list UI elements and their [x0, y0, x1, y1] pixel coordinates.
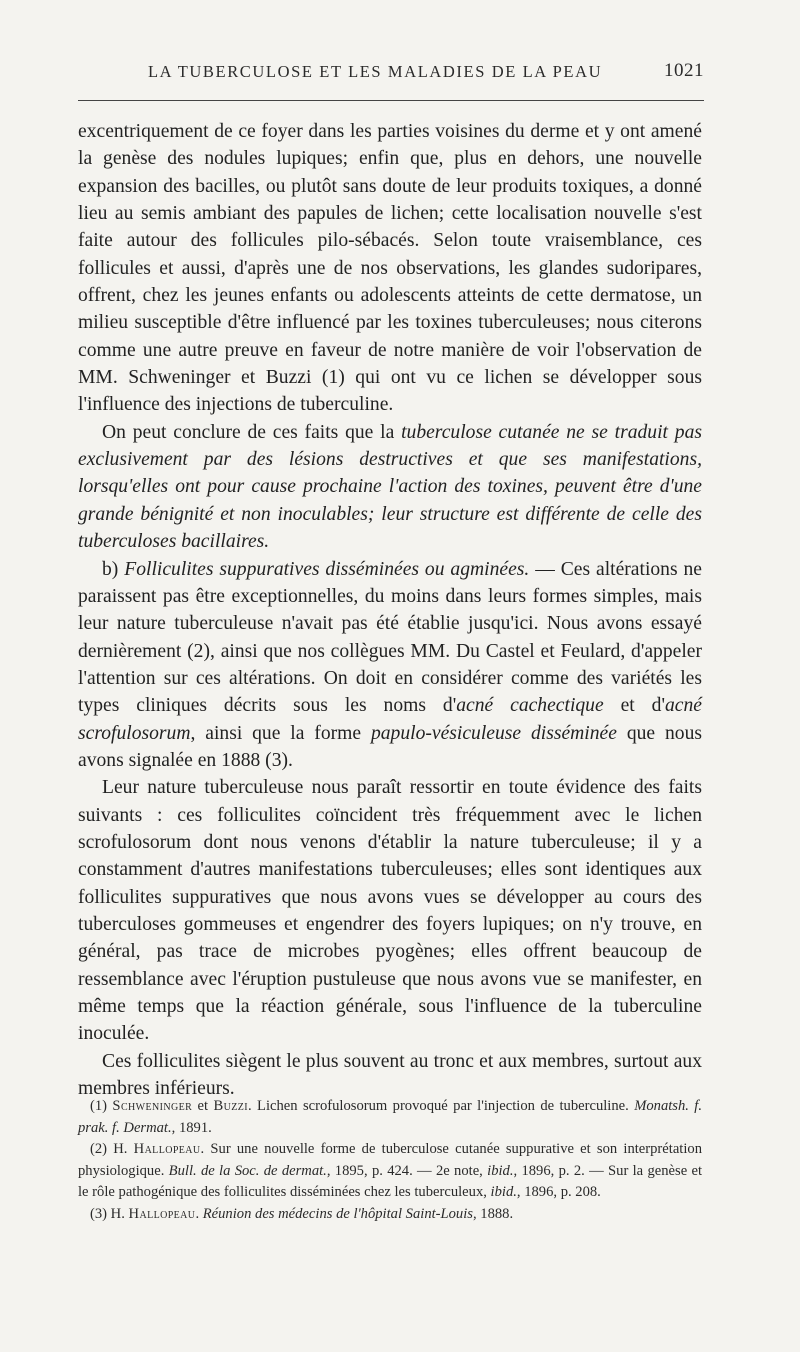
citation-title: Bull. de la Soc. de dermat. — [168, 1162, 327, 1179]
text-run: Ces folliculites siègent le plus souvent au tronc et aux membres, surtout aux membres inférieurs. — [78, 1050, 702, 1100]
text-run: — Ces altérations ne paraissent pas être exceptionnelles, du moins dans leurs formes simples, mais leur nature tuberculeuse n'avait pas été établie jusqu'ici. Nous avons essayé dernièrement (2), ainsi que nos collègues MM. Du Castel et Feulard, d'appeler l'attention sur ces altérations. On doit en considérer comme des variétés les types cliniques décrits sous les noms d' — [78, 558, 702, 717]
page-header — [78, 60, 704, 90]
body-paragraph — [78, 774, 702, 1047]
italic-text: acné cachectique — [456, 695, 604, 717]
italic-text: Folliculites suppuratives disséminées ou agminées. — [124, 558, 530, 580]
text-run: . Lichen scrofulosorum provoqué par l'injection de tuberculine. — [248, 1098, 635, 1114]
text-run: excentriquement de ce foyer dans les parties voisines du derme et y ont amené la genèse des nodules lupiques; enfin que, plus en dehors, une nouvelle expansion des bacilles, ou plutôt sans doute de leur produits toxiques, a donné lieu au semis ambiant des papules de lichen; cette localisation nouvelle s'est faite autour des follicules pilo-sébacés. Selon toute vraisemblance, ces follicules et aussi, d'après une de nos observations, les glandes sudoripares, offrent, chez les jeunes enfants ou adolescents atteints de cette dermatose, un milieu susceptible d'être influencé par les toxines tuberculeuses; nous citerons comme une autre preuve en faveur de notre manière de voir l'observation de MM. Schweninger et Buzzi (1) qui ont vu ce lichen se développer sous l'influence des injections de tuberculine. — [78, 121, 702, 416]
author-name: Schweninger — [112, 1098, 193, 1114]
body-paragraph — [78, 1048, 702, 1103]
text-run: (3) H. — [90, 1205, 129, 1222]
header-rule — [78, 100, 704, 101]
text-run: b) — [102, 558, 125, 580]
text-run: . — [195, 1205, 203, 1222]
text-run: . Sur une nouvelle forme de tuberculose cutanée suppurative et son interprétation physiologique. — [78, 1141, 702, 1179]
text-run: , 1895, p. 424. — 2e note, — [326, 1162, 488, 1179]
citation-title: ibid. — [490, 1184, 517, 1200]
footnote — [78, 1096, 702, 1139]
footnote — [78, 1139, 702, 1204]
body-paragraph — [78, 419, 702, 556]
author-name: Buzzi — [213, 1098, 248, 1114]
italic-text: papulo-vésiculeuse disséminée — [370, 722, 617, 744]
text-run: On peut conclure de ces faits que la — [102, 421, 402, 443]
italic-text: acné scrofulosorum — [78, 695, 702, 744]
citation-title: ibid. — [487, 1162, 514, 1179]
page-number: 1021 — [664, 60, 704, 81]
text-run: , 1891. — [171, 1119, 212, 1136]
footnotes — [78, 1096, 702, 1225]
italic-text: tuberculose cutanée ne se traduit pas exclusivement par des lésions destructives et que ses manifestations, lorsqu'elles ont pour cause prochaine l'action des toxines, peuvent être d'une grande bénignité et non inoculables; leur structure est différente de celle des tuberculoses bacillaires. — [78, 421, 702, 553]
text-run: , 1896, p. 208. — [516, 1184, 601, 1200]
text-run: , 1896, p. 2. — Sur la genèse et le rôle pathogénique des folliculites disséminées chez les tuberculeux, — [78, 1162, 703, 1200]
text-run: et d' — [603, 695, 665, 717]
body-text — [78, 118, 702, 1102]
footnote — [78, 1204, 702, 1226]
citation-title: Monatsh. f. prak. f. Dermat. — [78, 1098, 703, 1136]
text-run: Leur nature tuberculeuse nous paraît ressortir en toute évidence des faits suivants : ces folliculites coïncident très fréquemment avec le lichen scrofulosorum dont nous venons d'établir la nature tuberculeuse; il y a constamment d'autres manifestations tuberculeuses; elles sont identiques aux folliculites suppuratives que nous avons vues se développer au cours des tuberculoses gommeuses et engendrer des foyers lupiques; on n'y trouve, en général, pas trace de microbes pyogènes; elles offrent beaucoup de ressemblance avec l'éruption pustuleuse que nous avons vue se manifester, en même temps que la réaction générale, sous l'influence de la tuberculine inoculée. — [78, 777, 702, 1045]
body-paragraph — [78, 556, 702, 775]
text-run: (2) H. — [90, 1141, 134, 1157]
text-run: et — [192, 1098, 214, 1114]
author-name: Hallopeau — [133, 1141, 201, 1157]
author-name: Hallopeau — [128, 1205, 196, 1222]
text-run: que nous avons signalée en 1888 (3). — [78, 722, 702, 771]
text-run: , 1888. — [472, 1205, 514, 1222]
running-title: LA TUBERCULOSE ET LES MALADIES DE LA PEAU — [148, 62, 603, 81]
body-paragraph — [78, 118, 702, 419]
text-run: (1) — [90, 1098, 113, 1114]
text-run: , ainsi que la forme — [190, 722, 371, 744]
citation-title: Réunion des médecins de l'hôpital Saint-Louis — [202, 1205, 473, 1222]
